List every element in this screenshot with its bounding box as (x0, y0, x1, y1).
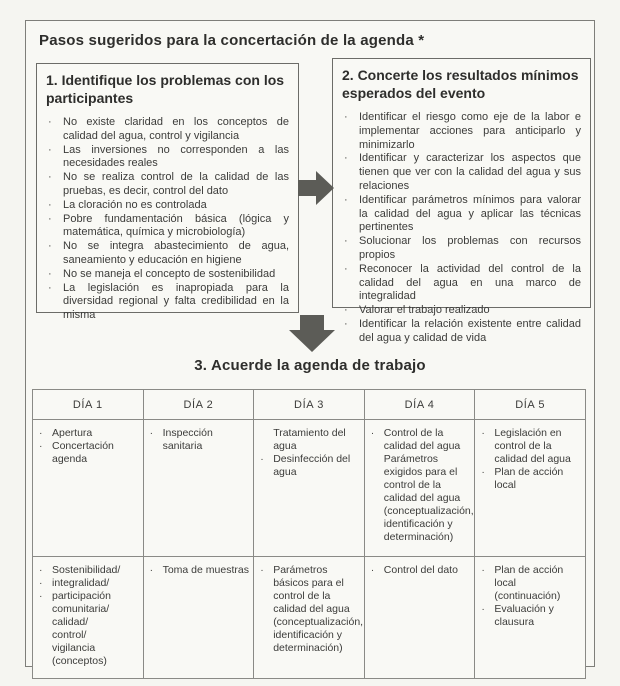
bullet-dot: · (149, 427, 154, 439)
list-item-text: Identificar el riesgo como eje de la labor e implementar acciones para anticiparlo y minimizarlo (359, 111, 581, 151)
list-item-text: Las inversiones no corresponden a las necesidades reales (63, 143, 289, 170)
list-item-text: La legislación es inapropiada para la diversidad regional y falta credibilidad en la misma (63, 281, 289, 322)
list-item (478, 466, 581, 492)
list-item-text: Toma de muestras (162, 564, 249, 576)
page-title: Pasos sugeridos para la concertación de la agenda * (39, 32, 425, 49)
list-item (46, 144, 289, 172)
list-item (36, 577, 139, 590)
step3-heading: 3. Acuerde la agenda de trabajo (194, 357, 426, 374)
list-item-text: Sostenibilidad/ (52, 564, 121, 576)
bullet-dot: · (260, 564, 264, 576)
cell-row2-dia2 (143, 557, 254, 679)
bullet-dot: · (39, 427, 43, 439)
cell-row2-dia4 (364, 557, 475, 679)
bullet-dot: · (39, 440, 43, 452)
col-header-dia-5: DÍA 5 (475, 390, 586, 420)
table-row (33, 557, 586, 679)
bullet-dot: · (48, 240, 52, 253)
bullet-dot: · (344, 304, 348, 317)
list-item-text: Solucionar los problemas con recursos propios (359, 235, 581, 261)
cell-row1-dia3 (254, 420, 365, 557)
list-item-text: integralidad/ (52, 577, 110, 589)
bullet-dot: · (39, 577, 43, 589)
list-item-text: Legislación en control de la calidad del agua (494, 427, 571, 465)
list-item-text: Apertura (52, 427, 93, 439)
bullet-dot: · (344, 193, 348, 206)
list-item-text: No se realiza control de la calidad de las pruebas, es decir, control del dato (63, 171, 289, 197)
list-item-text: Pobre fundamentación básica (lógica y matemática, química y microbiología) (63, 212, 289, 239)
list-item-text: Plan de acción local (494, 466, 564, 491)
list-item (368, 427, 471, 453)
list-item-text: Evaluación y clausura (494, 603, 554, 628)
table-header-row (33, 390, 586, 420)
list-item-text: No existe claridad en los conceptos de calidad del agua, control y vigilancia (63, 116, 289, 142)
list-item-text: Reconocer la actividad del control de la calidad del agua en una marco de integralidad (359, 262, 581, 303)
bullet-dot: · (48, 281, 52, 294)
list-item (342, 304, 581, 318)
cell-row2-dia5 (475, 557, 586, 679)
list-item (46, 213, 289, 241)
list-item-text: Identificar y caracterizar los aspectos que tienen que ver con la calidad del agua y sus relaciones (359, 152, 581, 192)
bullet-dot: · (39, 564, 43, 576)
list-item (36, 440, 139, 466)
list-item-text: Plan de acción local (continuación) (494, 564, 564, 602)
list-item (36, 590, 139, 668)
list-item (342, 111, 581, 152)
col-header-dia-4: DÍA 4 (364, 390, 475, 420)
list-item (46, 282, 289, 323)
bullet-dot: · (344, 152, 348, 165)
list-item-text: Parámetros exigidos para el control de la calidad del agua (conceptualización, identificación y determinación) (383, 453, 474, 543)
bullet-dot: · (48, 171, 52, 184)
cell-row1-dia2 (143, 420, 254, 557)
list-item (478, 603, 581, 629)
bullet-dot: · (48, 116, 52, 128)
list-item-text: Identificar la relación existente entre calidad del agua y calidad de vida (359, 317, 581, 344)
bullet-dot: · (48, 143, 52, 156)
col-header-dia-2: DÍA 2 (143, 390, 254, 420)
agenda-table (32, 389, 586, 679)
bullet-dot: · (370, 564, 375, 576)
list-item (257, 564, 364, 655)
list-item (46, 268, 289, 282)
bullet-dot: · (149, 564, 154, 576)
bullet-dot: · (344, 235, 348, 248)
list-item (46, 116, 289, 144)
arrow-down-icon (289, 315, 335, 357)
list-item-text: Inspección sanitaria (162, 427, 213, 452)
list-item (342, 152, 581, 193)
step2-heading: 2. Concerte los resultados mínimos esperados del evento (342, 67, 579, 101)
bullet-dot: · (48, 267, 52, 280)
list-item (36, 564, 139, 577)
list-item (368, 564, 471, 577)
list-item-text: Control del dato (383, 564, 458, 576)
list-item-text: No se integra abastecimiento de agua, saneamiento y educación en higiene (63, 240, 289, 266)
list-item (342, 263, 581, 304)
list-item-text: Parámetros básicos para el control de la calidad del agua (conceptualización, identificación y determinación) (273, 564, 364, 654)
bullet-dot: · (481, 466, 485, 478)
step2-box (332, 58, 591, 344)
bullet-dot: · (48, 198, 52, 211)
col-header-dia-1: DÍA 1 (33, 390, 144, 420)
cell-row1-dia5 (475, 420, 586, 557)
list-item (257, 427, 360, 453)
bullet-dot: · (39, 590, 43, 602)
list-item (147, 564, 250, 577)
bullet-dot: · (48, 212, 52, 225)
list-item (368, 453, 474, 544)
col-header-dia-3: DÍA 3 (254, 390, 365, 420)
list-item-text: participación comunitaria/ calidad/ control/ vigilancia (conceptos) (52, 590, 111, 667)
table-row (33, 420, 586, 557)
step1-heading: 1. Identifique los problemas con los participantes (46, 72, 285, 106)
bullet-dot: · (344, 317, 348, 330)
bullet-dot: · (481, 427, 485, 439)
list-item-text: Identificar parámetros mínimos para valorar la calidad del agua y aplicar las técnicas pertinentes (359, 193, 581, 234)
list-item (147, 427, 250, 453)
list-item-text: Control de la calidad del agua (383, 427, 461, 452)
cell-row1-dia1 (33, 420, 144, 557)
list-item (46, 240, 289, 268)
list-item-text: No se maneja el concepto de sostenibilidad (63, 267, 276, 280)
cell-row1-dia4 (364, 420, 475, 557)
list-item (342, 235, 581, 263)
list-item (46, 199, 289, 213)
list-item-text: Valorar el trabajo realizado (359, 304, 490, 317)
list-item (478, 427, 581, 466)
list-item (257, 453, 360, 479)
bullet-dot: · (370, 427, 375, 439)
bullet-dot: · (260, 453, 264, 465)
bullet-dot: · (481, 564, 485, 576)
diagram-frame (25, 20, 595, 667)
step2-list (342, 111, 581, 346)
bullet-dot: · (344, 111, 348, 123)
step1-list (46, 116, 289, 323)
list-item-text: Concertación agenda (52, 440, 114, 465)
list-item-text: La cloración no es controlada (63, 198, 207, 211)
step1-box (36, 63, 299, 322)
list-item (342, 194, 581, 235)
cell-row2-dia1 (33, 557, 144, 679)
list-item-text: Desinfección del agua (273, 453, 351, 478)
arrow-right-icon (298, 169, 334, 212)
list-item (478, 564, 581, 603)
list-item-text: Tratamiento del agua (273, 427, 346, 452)
bullet-dot: · (344, 262, 348, 275)
list-item (36, 427, 139, 440)
list-item (46, 171, 289, 199)
cell-row2-dia3 (254, 557, 365, 679)
bullet-dot: · (481, 603, 485, 615)
list-item (342, 318, 581, 346)
